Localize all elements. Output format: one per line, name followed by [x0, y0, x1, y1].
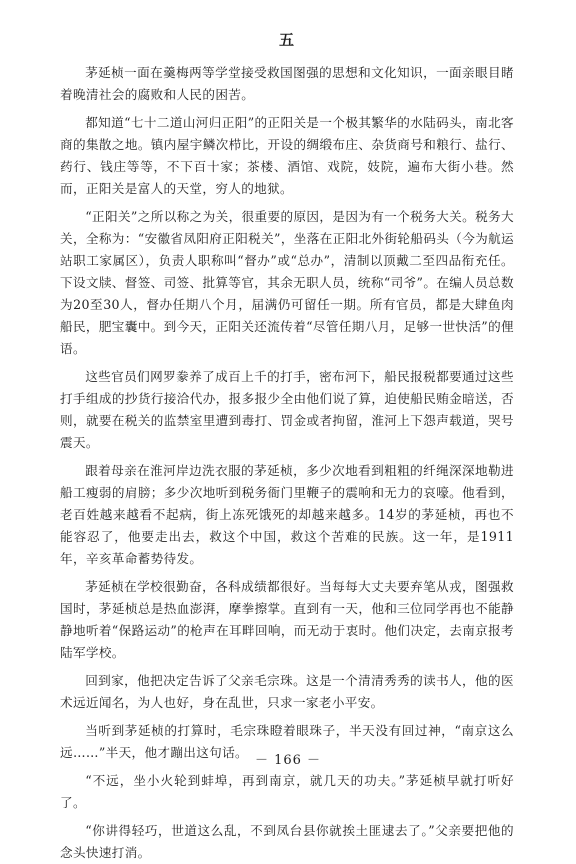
page-number: － 166 －: [254, 753, 322, 768]
paragraph: 茅延桢在学校很勤奋，各科成绩都很好。当每每大丈夫要弃笔从戎，图强救国时，茅延桢总是热血澎湃，摩拳擦掌。直到有一天，他和三位同学再也不能静静地听着“保路运动”的枪声在耳畔回响，而无动于衷时。他们决定，去南京报考陆军学校。: [60, 579, 514, 660]
chapter-title: 五: [278, 31, 295, 49]
paragraph: 当听到茅延桢的打算时，毛宗珠瞪着眼珠子，半天没有回过神，“南京这么远……”半天，他才蹦出这句话。: [60, 723, 514, 760]
paragraph: “不远，坐小火轮到蚌埠，再到南京，就几天的功夫。”茅延桢早就打听好了。: [60, 773, 514, 810]
paragraph: 都知道“七十二道山河归正阳”的正阳关是一个极其繁华的水陆码头，南北客商的集散之地。镇内屋宇鳞次栉比，开设的绸缎布庄、杂货商号和粮行、盐行、药行、钱庄等等，不下百十家；茶楼、酒馆、戏院，妓院，遍布大街小巷。然而，正阳关是富人的天堂，穷人的地狱。: [60, 115, 514, 196]
paragraph: “正阳关”之所以称之为关，很重要的原因，是因为有一个税务大关。税务大关，全称为：“安徽省凤阳府正阳税关”，坐落在正阳北外街轮船码头（今为航运站职工家属区），负责人职称叫“督办”或“总办”，清制以顶戴二至四品衔充任。下设文牍、督签、司签、批算等官，其余无职人员，统称“司爷”。在编人员总数为20至30人，督办任期八个月，届满仍可留任一期。所有官员，都是大肆鱼肉船民，肥宝囊中。到今天，正阳关还流传着“尽管任期八月，足够一世快活”的俚语。: [60, 209, 514, 356]
paragraph: 回到家，他把决定告诉了父亲毛宗珠。这是一个清清秀秀的读书人，他的医术远近闻名，为人也好，身在乱世，只求一家老小平安。: [60, 673, 514, 710]
paragraph: 茅延桢一面在羹梅两等学堂接受救国图强的思想和文化知识，一面亲眼目睹着晚清社会的腐败和人民的困苦。: [60, 65, 514, 102]
paragraph: 跟着母亲在淮河岸边洗衣服的茅延桢，多少次地看到粗粗的纤绳深深地勒进船工瘦弱的肩膀；多少次地听到税务衙门里鞭子的震响和无力的哀嚎。他看到，老百姓越来越看不起病，街上冻死饿死的却越来越多。14岁的茅延桢，再也不能容忍了，他要走出去，救这个中国，救这个苦难的民族。这一年，是1911年，辛亥革命蓄势待发。: [60, 463, 514, 566]
paragraph: “你讲得轻巧，世道这么乱，不到凤台县你就挨土匪逮去了。”父亲要把他的念头快速打消。: [60, 823, 514, 860]
paragraph: 这些官员们网罗豢养了成百上千的打手，密布河下，船民报税都要通过这些打手组成的抄货行接洽代办，报多报少全由他们说了算，迫使船民贿金暗送，否则，就要在税关的监禁室里遭到毒打、罚金或者拘留，淮河上下怨声载道，哭号震天。: [60, 369, 514, 450]
